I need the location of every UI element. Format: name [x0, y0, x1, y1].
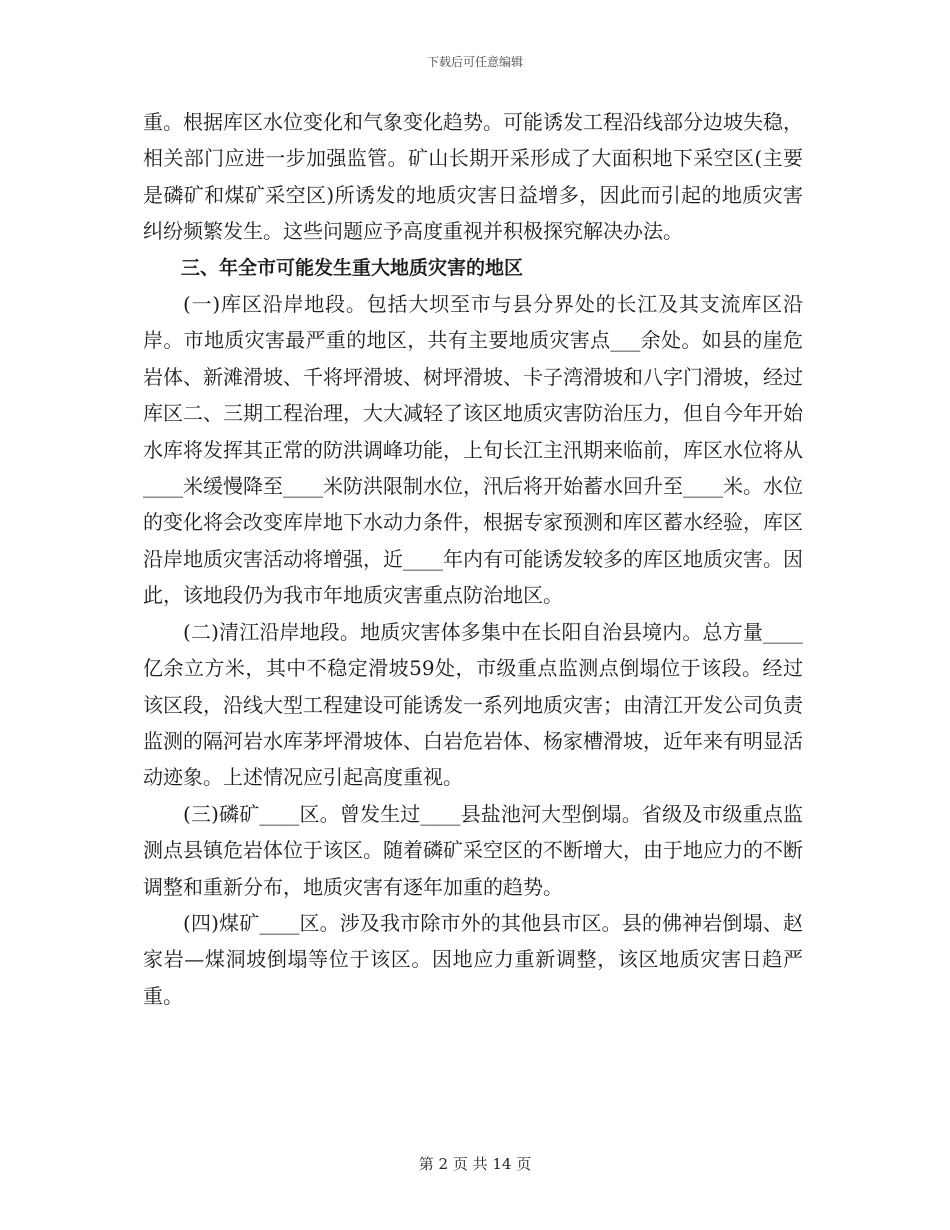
paragraph-phosphate-mine: (三)磷矿____区。曾发生过____县盐池河大型倒塌。省级及市级重点监测点县镇危岩体位于该区。随着磷矿采空区的不断增大，由于地应力的不断调整和重新分布，地质灾害有逐年加重的趋势。	[143, 801, 803, 899]
page-number-footer: 第 2 页 共 14 页	[418, 1155, 532, 1173]
document-body	[143, 104, 803, 1014]
paragraph-coal-mine: (四)煤矿____区。涉及我市除市外的其他县市区。县的佛神岩倒塌、赵家岩—煤洞坡倒塌等位于该区。因地应力重新调整，该区地质灾害日趋严重。	[143, 910, 803, 1008]
paragraph-qingjiang-bank: (二)清江沿岸地段。地质灾害体多集中在长阳自治县境内。总方量____亿余立方米，其中不稳定滑坡59处，市级重点监测点倒塌位于该段。经过该区段，沿线大型工程建设可能诱发一系列地质灾害；由清江开发公司负责监测的隔河岩水库茅坪滑坡体、白岩危岩体、杨家槽滑坡，近年来有明显活动迹象。上述情况应引起高度重视。	[143, 619, 803, 790]
section-heading: 三、年全市可能发生重大地质灾害的地区	[181, 256, 524, 279]
page-header: 下载后可任意编辑	[426, 55, 523, 69]
paragraph-reservoir-bank: (一)库区沿岸地段。包括大坝至市与县分界处的长江及其支流库区沿岸。市地质灾害最严重的地区，共有主要地质灾害点___余处。如县的崖危岩体、新滩滑坡、千将坪滑坡、树坪滑坡、卡子湾滑坡和八字门滑坡，经过库区二、三期工程治理，大大减轻了该区地质灾害防治压力，但自今年开始水库将发挥其正常的防洪调峰功能，上旬长江主汛期来临前，库区水位将从____米缓慢降至____米防洪限制水位，汛后将开始蓄水回升至____米。水位的变化将会改变库岸地下水动力条件，根据专家预测和库区蓄水经验，库区沿岸地质灾害活动将增强，近____年内有可能诱发较多的库区地质灾害。因此，该地段仍为我市年地质灾害重点防治地区。	[143, 292, 803, 608]
paragraph-continuation: 重。根据库区水位变化和气象变化趋势。可能诱发工程沿线部分边坡失稳，相关部门应进一步加强监管。矿山长期开采形成了大面积地下采空区(主要是磷矿和煤矿采空区)所诱发的地质灾害日益增多，因此而引起的地质灾害纠纷频繁发生。这些问题应予高度重视并积极探究解决办法。	[143, 110, 803, 244]
